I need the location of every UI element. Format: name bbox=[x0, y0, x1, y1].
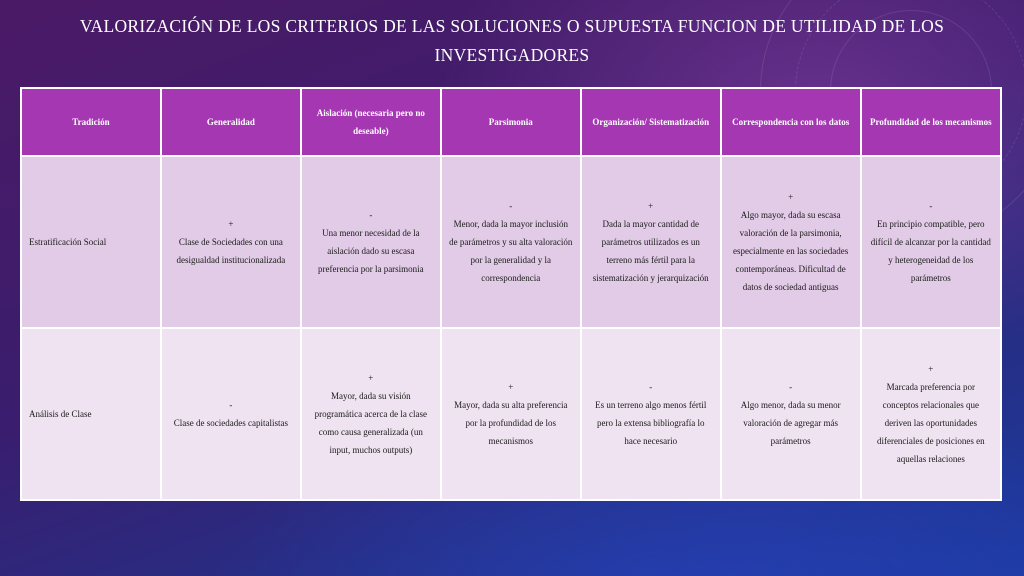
cell-sign: - bbox=[229, 400, 233, 410]
cell-text: Clase de sociedades capitalistas bbox=[173, 418, 289, 428]
header-correspondencia: Correspondencia con los datos bbox=[721, 88, 861, 156]
table-cell bbox=[861, 328, 1001, 500]
criteria-table bbox=[20, 87, 1002, 501]
cell-sign: + bbox=[228, 219, 234, 229]
table-cell bbox=[161, 156, 301, 328]
table-cell bbox=[301, 156, 441, 328]
cell-sign: + bbox=[928, 364, 934, 374]
row-tradition: Estratificación Social bbox=[21, 156, 161, 328]
cell-text: Marcada preferencia por conceptos relacionales que deriven las oportunidades diferenciales de posiciones en aquellas relaciones bbox=[876, 382, 985, 464]
cell-sign: + bbox=[648, 201, 654, 211]
table-cell bbox=[861, 156, 1001, 328]
header-generalidad: Generalidad bbox=[161, 88, 301, 156]
cell-sign: - bbox=[509, 201, 513, 211]
cell-text: Algo mayor, dada su escasa valoración de la parsimonia, especialmente en las sociedades contemporáneas. Dificultad de datos de sociedad antiguas bbox=[733, 210, 849, 292]
cell-text: Clase de Sociedades con una desigualdad institucionalizada bbox=[176, 237, 286, 265]
table-cell bbox=[581, 328, 721, 500]
table-cell bbox=[721, 328, 861, 500]
cell-sign: - bbox=[649, 382, 653, 392]
table-row bbox=[21, 156, 1001, 328]
table-row bbox=[21, 328, 1001, 500]
cell-text: Mayor, dada su alta preferencia por la profundidad de los mecanismos bbox=[454, 400, 568, 446]
cell-sign: + bbox=[368, 373, 374, 383]
table-cell bbox=[581, 156, 721, 328]
row-tradition: Análisis de Clase bbox=[21, 328, 161, 500]
cell-sign: + bbox=[508, 382, 514, 392]
criteria-table-container bbox=[20, 87, 1002, 495]
header-organizacion: Organización/ Sistematización bbox=[581, 88, 721, 156]
cell-text: Mayor, dada su visión programática acerca de la clase como causa generalizada (un input, muchos outputs) bbox=[314, 391, 428, 455]
cell-text: Es un terreno algo menos fértil pero la extensa bibliografía lo hace necesario bbox=[595, 400, 707, 446]
cell-sign: - bbox=[369, 210, 373, 220]
cell-text: En principio compatible, pero difícil de alcanzar por la cantidad y heterogeneidad de los parámetros bbox=[870, 219, 991, 283]
cell-text: Dada la mayor cantidad de parámetros utilizados es un terreno más fértil para la sistematización y jerarquización bbox=[592, 219, 709, 283]
table-cell bbox=[441, 156, 581, 328]
cell-text: Una menor necesidad de la aislación dado su escasa preferencia por la parsimonia bbox=[317, 228, 424, 274]
table-cell bbox=[301, 328, 441, 500]
header-tradicion: Tradición bbox=[21, 88, 161, 156]
table-cell bbox=[161, 328, 301, 500]
cell-sign: - bbox=[929, 201, 933, 211]
table-cell bbox=[721, 156, 861, 328]
cell-sign: - bbox=[789, 382, 793, 392]
header-profundidad: Profundidad de los mecanismos bbox=[861, 88, 1001, 156]
table-header-row bbox=[21, 88, 1001, 156]
table-cell bbox=[441, 328, 581, 500]
header-aislacion: Aislación (necesaria pero no deseable) bbox=[301, 88, 441, 156]
cell-text: Algo menor, dada su menor valoración de agregar más parámetros bbox=[740, 400, 841, 446]
cell-text: Menor, dada la mayor inclusión de parámetros y su alta valoración por la generalidad y la correspondencia bbox=[449, 219, 573, 283]
cell-sign: + bbox=[788, 192, 794, 202]
slide-title: VALORIZACIÓN DE LOS CRITERIOS DE LAS SOLUCIONES O SUPUESTA FUNCION DE UTILIDAD DE LOS INVESTIGADORES bbox=[79, 16, 945, 65]
header-parsimonia: Parsimonia bbox=[441, 88, 581, 156]
